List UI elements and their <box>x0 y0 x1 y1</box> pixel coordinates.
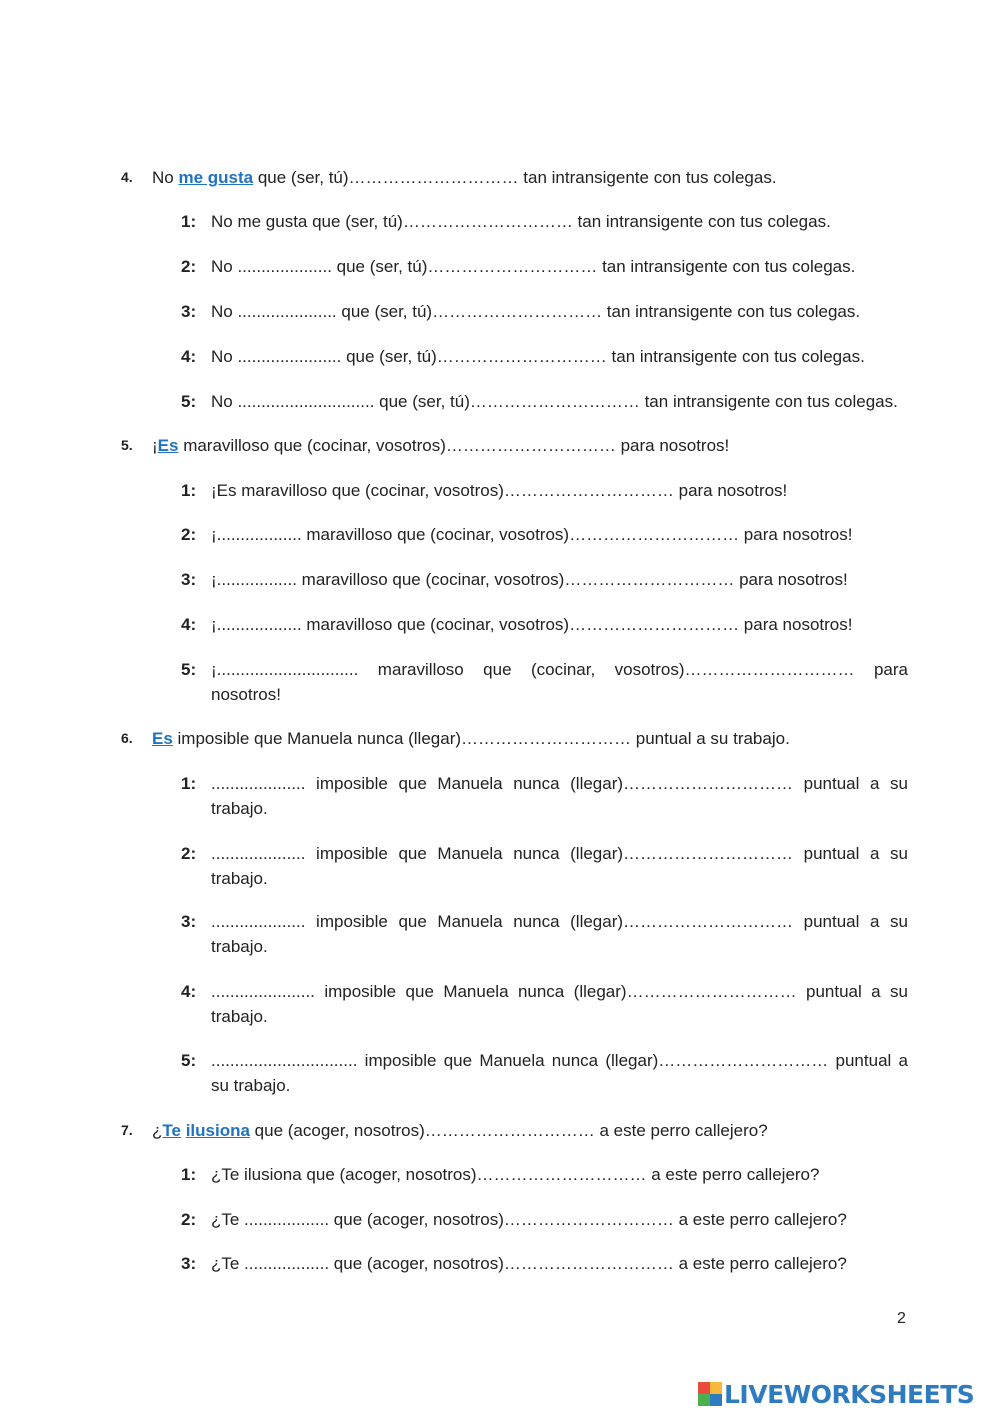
answer-option-text: ¡Es maravilloso que (cocinar, vosotros)………………………… para nosotros! <box>211 481 788 500</box>
answer-option-label: 4: <box>181 615 197 634</box>
question-text-before: No <box>152 168 179 187</box>
answer-option-text: ¡.................. maravilloso que (cocinar, vosotros)………………………… para nosotros! <box>211 525 853 544</box>
answer-option-text: ............................... imposible que Manuela nunca (llegar)………………………… puntual a su trabajo. <box>211 1051 908 1095</box>
question-text-after: imposible que Manuela nunca (llegar)………………………… puntual a su trabajo. <box>172 729 790 748</box>
answer-option-text: .................... imposible que Manuela nunca (llegar)………………………… puntual a su trabajo. <box>211 774 908 818</box>
answer-option-label: 1: <box>181 774 197 793</box>
question-text-after: maravilloso que (cocinar, vosotros)………………………… para nosotros! <box>178 436 730 455</box>
answer-option-label: 1: <box>181 1165 197 1184</box>
answer-option-label: 3: <box>181 1254 197 1273</box>
page-number: 2 <box>897 1310 906 1327</box>
question-text-before: ¡ <box>152 436 158 455</box>
answer-option-label: 1: <box>181 212 197 231</box>
answer-option-label: 3: <box>181 912 197 931</box>
question-text <box>152 165 777 190</box>
highlight-link[interactable]: Es <box>157 436 179 455</box>
answer-option-label: 5: <box>181 1051 197 1070</box>
answer-option-label: 2: <box>181 257 197 276</box>
answer-option-text: No me gusta que (ser, tú)………………………… tan intransigente con tus colegas. <box>211 212 831 231</box>
question-text <box>152 726 790 751</box>
answer-option-text: ...................... imposible que Manuela nunca (llegar)………………………… puntual a su trabajo. <box>211 982 908 1026</box>
question-number: 4. <box>121 169 133 185</box>
highlight-link[interactable]: me gusta <box>178 168 254 187</box>
answer-option-text: ¿Te .................. que (acoger, nosotros)………………………… a este perro callejero? <box>211 1254 847 1273</box>
answer-option-text: No .................... que (ser, tú)………………………… tan intransigente con tus colegas. <box>211 257 856 276</box>
answer-option-label: 2: <box>181 525 197 544</box>
answer-option-text: No ............................. que (ser, tú)………………………… tan intransigente con tus colegas. <box>211 392 898 411</box>
answer-option-label: 4: <box>181 347 197 366</box>
question-text-after: que (acoger, nosotros)………………………… a este perro callejero? <box>249 1121 768 1140</box>
answer-option-label: 5: <box>181 660 197 679</box>
answer-option-label: 5: <box>181 392 197 411</box>
answer-option-label: 2: <box>181 1210 197 1229</box>
answer-option-text: ¡.................. maravilloso que (cocinar, vosotros)………………………… para nosotros! <box>211 615 853 634</box>
answer-option-text: ¡................. maravilloso que (cocinar, vosotros)………………………… para nosotros! <box>211 570 848 589</box>
liveworksheets-logo-text: LIVEWORKSHEETS <box>724 1379 975 1409</box>
answer-option-text: .................... imposible que Manuela nunca (llegar)………………………… puntual a su trabajo. <box>211 844 908 888</box>
highlight-link[interactable]: Te <box>162 1121 181 1140</box>
highlight-link[interactable]: ilusiona <box>185 1121 250 1140</box>
question-text <box>152 1118 768 1143</box>
question-number: 5. <box>121 437 133 453</box>
answer-option-label: 1: <box>181 481 197 500</box>
answer-option-label: 2: <box>181 844 197 863</box>
answer-option-text: ¡.............................. maravilloso que (cocinar, vosotros)………………………… para nosotros! <box>211 660 908 704</box>
answer-option-label: 3: <box>181 302 197 321</box>
answer-option-label: 4: <box>181 982 197 1001</box>
question-number: 7. <box>121 1122 133 1138</box>
question-text-after: que (ser, tú)………………………… tan intransigente con tus colegas. <box>253 168 777 187</box>
highlight-link[interactable]: Es <box>152 729 173 748</box>
answer-option-text: No ..................... que (ser, tú)………………………… tan intransigente con tus colegas. <box>211 302 861 321</box>
answer-option-text: ¿Te .................. que (acoger, nosotros)………………………… a este perro callejero? <box>211 1210 847 1229</box>
answer-option-label: 3: <box>181 570 197 589</box>
question-number: 6. <box>121 730 133 746</box>
answer-option-text: No ...................... que (ser, tú)………………………… tan intransigente con tus colegas. <box>211 347 865 366</box>
liveworksheets-logo-icon <box>698 1382 722 1406</box>
liveworksheets-logo[interactable] <box>698 1379 974 1409</box>
question-text-before: ¿ <box>152 1121 163 1140</box>
answer-option-text: ¿Te ilusiona que (acoger, nosotros)………………………… a este perro callejero? <box>211 1165 820 1184</box>
question-text <box>152 433 729 458</box>
answer-option-text: .................... imposible que Manuela nunca (llegar)………………………… puntual a su trabajo. <box>211 912 908 956</box>
